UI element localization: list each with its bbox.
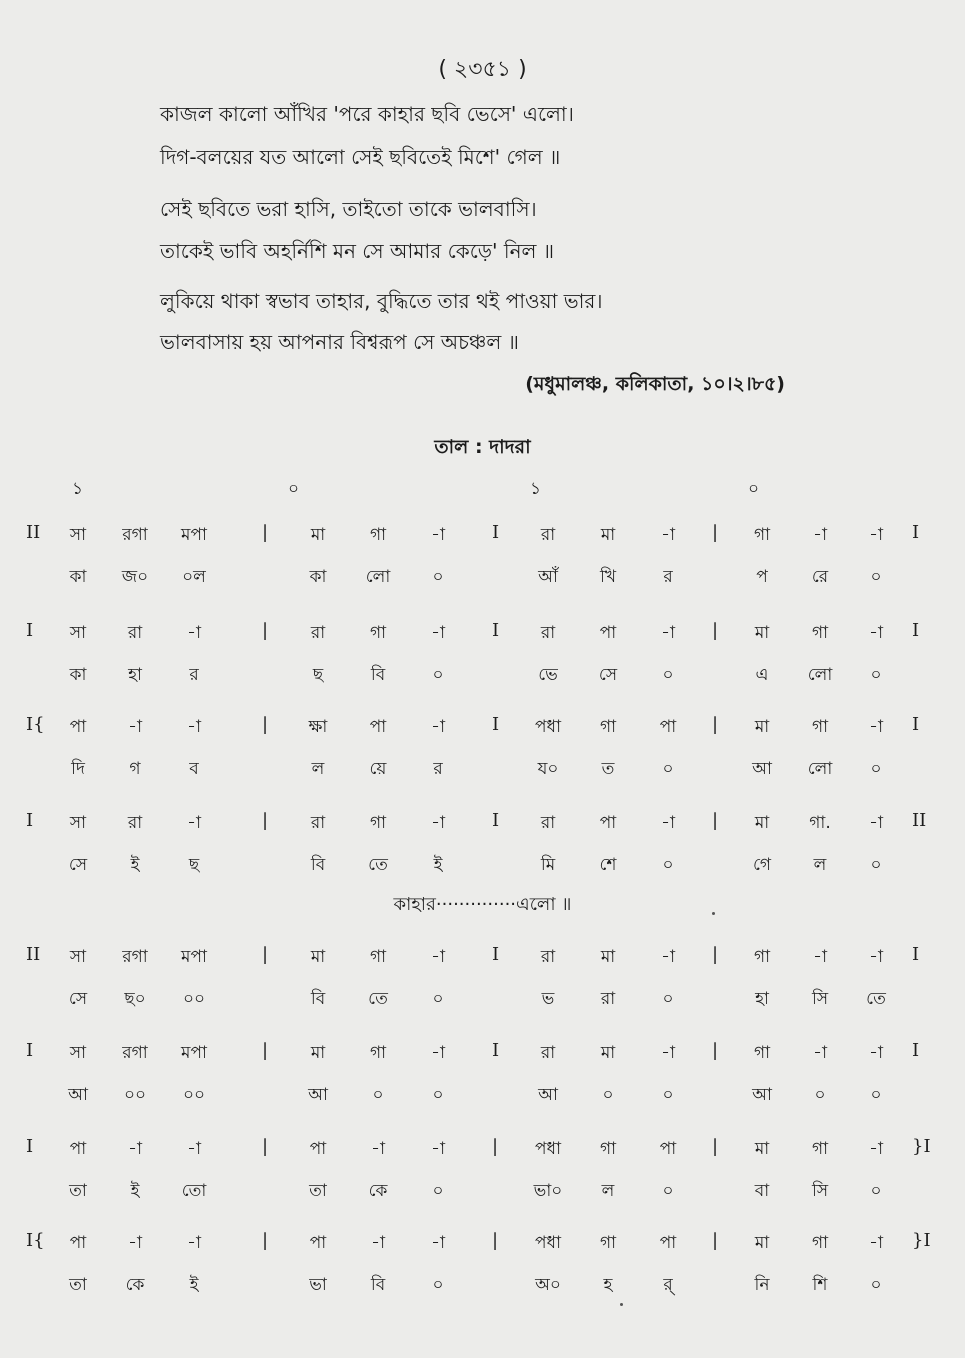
- lyric-syllable: নি: [754, 1275, 770, 1295]
- swara-note: সা: [69, 525, 87, 545]
- poem-line-2: দিগ-বলয়ের যত আলো সেই ছবিতেই মিশে' গেল ॥: [160, 145, 561, 169]
- left-barline: I: [26, 1136, 34, 1157]
- barline: |: [712, 810, 719, 831]
- swara-note: -া: [661, 947, 675, 967]
- lyric-syllable: সি: [811, 989, 829, 1009]
- lyric-syllable: আ: [752, 759, 772, 779]
- lyric-syllable: ০: [432, 1181, 444, 1201]
- lyric-syllable: প: [756, 567, 768, 587]
- lyric-syllable: লো: [365, 567, 391, 587]
- lyric-syllable: ছ: [312, 665, 324, 685]
- lyric-syllable: অ০: [535, 1275, 561, 1295]
- barline: |: [712, 1136, 719, 1157]
- lyric-syllable: ব: [189, 759, 199, 779]
- swara-note: গা: [753, 1043, 771, 1063]
- lyric-syllable: ০: [432, 567, 444, 587]
- lyric-syllable: তে: [368, 855, 388, 875]
- lyric-syllable: ভা০: [533, 1181, 563, 1201]
- swara-note: পা: [309, 1139, 327, 1159]
- lyric-syllable: কা: [69, 665, 87, 685]
- swara-note: পা: [599, 623, 617, 643]
- lyric-syllable: ই: [130, 1181, 140, 1201]
- swara-note: -া: [431, 1043, 445, 1063]
- swara-note: রা: [127, 813, 143, 833]
- lyric-syllable: ০: [432, 665, 444, 685]
- poem-line-6: ভালবাসায় হয় আপনার বিশ্বরূপ সে অচঞ্চল ॥: [160, 330, 519, 354]
- barline: I: [492, 810, 500, 831]
- lyric-syllable: গে: [752, 855, 772, 875]
- lyric-syllable: য়ে: [369, 759, 387, 779]
- lyric-syllable: তা: [69, 1181, 87, 1201]
- lyric-syllable: ছ০: [124, 989, 146, 1009]
- lyric-syllable: ০: [432, 1275, 444, 1295]
- lyric-syllable: য০: [537, 759, 559, 779]
- swara-note: -া: [431, 947, 445, 967]
- lyric-syllable: তে: [866, 989, 886, 1009]
- swara-note: মা: [600, 1043, 616, 1063]
- swara-note: মা: [600, 525, 616, 545]
- swara-note: -া: [431, 717, 445, 737]
- swara-note: -া: [869, 947, 883, 967]
- swara-note: -া: [869, 623, 883, 643]
- swara-note: -া: [869, 1139, 883, 1159]
- swara-note: গা: [369, 947, 387, 967]
- lyric-syllable: তা: [69, 1275, 87, 1295]
- lyric-syllable: ০: [662, 1181, 674, 1201]
- lyric-syllable: ০ল: [182, 567, 206, 587]
- lyric-syllable: ০: [870, 567, 882, 587]
- swara-note: মা: [310, 1043, 326, 1063]
- swara-note: -া: [371, 1139, 385, 1159]
- lyric-syllable: হা: [755, 989, 769, 1009]
- swara-note: -া: [431, 813, 445, 833]
- right-barline: }I: [912, 1136, 931, 1157]
- swara-note: -া: [869, 1233, 883, 1253]
- lyric-syllable: ০: [870, 855, 882, 875]
- lyric-syllable: ই: [189, 1275, 199, 1295]
- barline: |: [712, 1230, 719, 1251]
- lyric-syllable: ০: [662, 989, 674, 1009]
- swara-note: রা: [540, 813, 556, 833]
- swara-note: -া: [661, 1043, 675, 1063]
- speck: [620, 1303, 623, 1306]
- lyric-syllable: আ: [68, 1085, 88, 1105]
- swara-note: মা: [754, 623, 770, 643]
- lyric-syllable: আ: [538, 1085, 558, 1105]
- lyric-syllable: বি: [370, 665, 386, 685]
- swara-note: রগা: [122, 525, 148, 545]
- left-barline: II: [26, 944, 41, 965]
- right-barline: I: [912, 522, 920, 543]
- refrain-line: কাহার··············এলো ॥: [393, 894, 572, 915]
- lyric-syllable: সে: [68, 855, 88, 875]
- swara-note: গা: [369, 623, 387, 643]
- swara-note: -া: [431, 525, 445, 545]
- right-barline: I: [912, 620, 920, 641]
- lyric-syllable: আ: [308, 1085, 328, 1105]
- swara-note: রা: [540, 1043, 556, 1063]
- swara-note: -া: [869, 813, 883, 833]
- swara-note: -া: [187, 813, 201, 833]
- swara-note: গা: [811, 1139, 829, 1159]
- right-barline: I: [912, 944, 920, 965]
- swara-note: -া: [187, 623, 201, 643]
- swara-note: -া: [869, 525, 883, 545]
- swara-note: -া: [431, 623, 445, 643]
- swara-note: গা: [369, 525, 387, 545]
- swara-note: রগা: [122, 1043, 148, 1063]
- swara-note: -া: [187, 1139, 201, 1159]
- barline: |: [262, 810, 269, 831]
- swara-note: -া: [187, 1233, 201, 1253]
- lyric-syllable: ০০: [123, 1085, 147, 1105]
- swara-note: -া: [128, 1233, 142, 1253]
- lyric-syllable: দি: [71, 759, 85, 779]
- swara-note: মা: [754, 1233, 770, 1253]
- swara-note: ক্ষা: [308, 717, 328, 737]
- lyric-syllable: বা: [754, 1181, 770, 1201]
- lyric-syllable: খি: [599, 567, 617, 587]
- barline: |: [712, 714, 719, 735]
- barline: |: [712, 620, 719, 641]
- swara-note: পা: [659, 1139, 677, 1159]
- swara-note: গা: [369, 1043, 387, 1063]
- lyric-syllable: ই: [130, 855, 140, 875]
- swara-note: মা: [310, 525, 326, 545]
- lyric-syllable: শি: [812, 1275, 828, 1295]
- swara-note: রা: [540, 525, 556, 545]
- lyric-syllable: ০: [870, 1181, 882, 1201]
- swara-note: পা: [659, 1233, 677, 1253]
- beat-mark: ০: [288, 479, 300, 499]
- swara-note: গা: [811, 1233, 829, 1253]
- lyric-syllable: রা: [600, 989, 616, 1009]
- lyric-syllable: কে: [125, 1275, 145, 1295]
- barline: |: [712, 944, 719, 965]
- right-barline: I: [912, 714, 920, 735]
- swara-note: মা: [754, 813, 770, 833]
- swara-note: গা: [599, 1139, 617, 1159]
- swara-note: -া: [869, 717, 883, 737]
- swara-note: পা: [659, 717, 677, 737]
- swara-note: -া: [813, 947, 827, 967]
- barline: |: [262, 620, 269, 641]
- left-barline: I: [26, 1040, 34, 1061]
- swara-note: গা.: [809, 813, 831, 833]
- lyric-syllable: আঁ: [538, 567, 558, 587]
- lyric-syllable: ০০: [182, 1085, 206, 1105]
- swara-note: পা: [69, 1233, 87, 1253]
- beat-mark: ১: [530, 479, 542, 499]
- swara-note: সা: [69, 1043, 87, 1063]
- lyric-syllable: ০: [870, 1085, 882, 1105]
- swara-note: পা: [369, 717, 387, 737]
- barline: |: [262, 1230, 269, 1251]
- barline: |: [712, 522, 719, 543]
- lyric-syllable: ল: [601, 1181, 615, 1201]
- swara-note: রা: [540, 947, 556, 967]
- swara-note: মা: [310, 947, 326, 967]
- swara-note: -া: [431, 1233, 445, 1253]
- lyric-syllable: লো: [807, 759, 833, 779]
- swara-note: পধা: [535, 717, 561, 737]
- lyric-syllable: ভা: [309, 1275, 327, 1295]
- left-barline: I{: [26, 1230, 45, 1251]
- lyric-syllable: ০: [432, 989, 444, 1009]
- barline: |: [712, 1040, 719, 1061]
- left-barline: II: [26, 522, 41, 543]
- lyric-syllable: ০: [870, 759, 882, 779]
- swara-note: গা: [811, 717, 829, 737]
- swara-note: -া: [187, 717, 201, 737]
- lyric-syllable: ভ: [541, 989, 555, 1009]
- poem-line-4: তাকেই ভাবি অহর্নিশি মন সে আমার কেড়ে' নিল ॥: [160, 239, 555, 263]
- lyric-syllable: ০: [870, 1275, 882, 1295]
- lyric-syllable: রে: [811, 567, 829, 587]
- barline: |: [262, 522, 269, 543]
- lyric-syllable: লো: [807, 665, 833, 685]
- right-barline: }I: [912, 1230, 931, 1251]
- swara-note: রা: [310, 813, 326, 833]
- lyric-syllable: বি: [310, 855, 326, 875]
- lyric-syllable: হ: [603, 1275, 613, 1295]
- beat-mark: ১: [72, 479, 84, 499]
- barline: I: [492, 620, 500, 641]
- beat-mark: ০: [748, 479, 760, 499]
- lyric-syllable: ০০: [182, 989, 206, 1009]
- lyric-syllable: ০: [602, 1085, 614, 1105]
- lyric-syllable: সি: [811, 1181, 829, 1201]
- lyric-syllable: শে: [599, 855, 617, 875]
- swara-note: -া: [431, 1139, 445, 1159]
- swara-note: মা: [600, 947, 616, 967]
- barline: |: [262, 1040, 269, 1061]
- swara-note: সা: [69, 813, 87, 833]
- swara-note: -া: [813, 525, 827, 545]
- barline: I: [492, 1040, 500, 1061]
- swara-note: -া: [869, 1043, 883, 1063]
- swara-note: পা: [599, 813, 617, 833]
- poem-line-1: কাজল কালো আঁখির 'পরে কাহার ছবি ভেসে' এলো।: [160, 102, 574, 126]
- swara-note: মা: [754, 1139, 770, 1159]
- swara-note: গা: [753, 525, 771, 545]
- lyric-syllable: ০: [372, 1085, 384, 1105]
- swara-note: পধা: [535, 1233, 561, 1253]
- swara-note: -া: [813, 1043, 827, 1063]
- lyric-syllable: কা: [69, 567, 87, 587]
- swara-note: মা: [754, 717, 770, 737]
- lyric-syllable: ই: [433, 855, 443, 875]
- right-barline: II: [912, 810, 927, 831]
- swara-note: পা: [309, 1233, 327, 1253]
- lyric-syllable: র: [663, 567, 673, 587]
- lyric-syllable: ত: [601, 759, 615, 779]
- barline: |: [492, 1136, 499, 1157]
- lyric-syllable: জ০: [121, 567, 149, 587]
- lyric-syllable: র্: [663, 1275, 673, 1295]
- swara-note: সা: [69, 947, 87, 967]
- barline: I: [492, 714, 500, 735]
- swara-note: গা: [753, 947, 771, 967]
- left-barline: I{: [26, 714, 45, 735]
- lyric-syllable: ০: [870, 665, 882, 685]
- swara-note: -া: [128, 1139, 142, 1159]
- lyric-syllable: গ: [129, 759, 141, 779]
- lyric-syllable: মি: [540, 855, 556, 875]
- swara-note: রা: [127, 623, 143, 643]
- swara-note: -া: [661, 623, 675, 643]
- swara-note: -া: [661, 525, 675, 545]
- page-number: ( ২৩৫১ ): [438, 57, 527, 82]
- lyric-syllable: ছ: [188, 855, 200, 875]
- swara-note: পা: [69, 717, 87, 737]
- swara-note: পধা: [535, 1139, 561, 1159]
- barline: I: [492, 522, 500, 543]
- lyric-syllable: ল: [311, 759, 325, 779]
- lyric-syllable: বি: [370, 1275, 386, 1295]
- swara-note: -া: [128, 717, 142, 737]
- swara-note: মপা: [181, 1043, 207, 1063]
- lyric-syllable: সে: [598, 665, 618, 685]
- barline: |: [262, 1136, 269, 1157]
- poem-line-3: সেই ছবিতে ভরা হাসি, তাইতো তাকে ভালবাসি।: [160, 197, 537, 221]
- speck: [712, 912, 715, 915]
- barline: |: [492, 1230, 499, 1251]
- lyric-syllable: হা: [128, 665, 142, 685]
- lyric-syllable: তা: [309, 1181, 327, 1201]
- swara-note: গা: [599, 1233, 617, 1253]
- lyric-syllable: কা: [309, 567, 327, 587]
- lyric-syllable: তো: [181, 1181, 207, 1201]
- swara-note: পা: [69, 1139, 87, 1159]
- lyric-syllable: র: [189, 665, 199, 685]
- swara-note: রগা: [122, 947, 148, 967]
- lyric-syllable: ০: [662, 759, 674, 779]
- lyric-syllable: ভে: [538, 665, 558, 685]
- poem-line-5: লুকিয়ে থাকা স্বভাব তাহার, বুদ্ধিতে তার থই পাওয়া ভার।: [160, 289, 603, 313]
- lyric-syllable: আ: [752, 1085, 772, 1105]
- lyric-syllable: বি: [310, 989, 326, 1009]
- right-barline: I: [912, 1040, 920, 1061]
- lyric-syllable: র: [433, 759, 443, 779]
- swara-note: গা: [599, 717, 617, 737]
- lyric-syllable: সে: [68, 989, 88, 1009]
- tala-heading: তাল : দাদরা: [434, 436, 531, 458]
- lyric-syllable: ল: [813, 855, 827, 875]
- lyric-syllable: ০: [432, 1085, 444, 1105]
- lyric-syllable: কে: [368, 1181, 388, 1201]
- barline: |: [262, 944, 269, 965]
- swara-note: গা: [369, 813, 387, 833]
- source-citation: (মধুমালঞ্চ, কলিকাতা, ১০।২।৮৫): [525, 373, 785, 395]
- lyric-syllable: ০: [662, 855, 674, 875]
- barline: I: [492, 944, 500, 965]
- lyric-syllable: ০: [662, 665, 674, 685]
- left-barline: I: [26, 620, 34, 641]
- swara-note: রা: [540, 623, 556, 643]
- lyric-syllable: ০: [814, 1085, 826, 1105]
- lyric-syllable: ০: [662, 1085, 674, 1105]
- swara-note: -া: [661, 813, 675, 833]
- swara-note: মপা: [181, 525, 207, 545]
- swara-note: মপা: [181, 947, 207, 967]
- left-barline: I: [26, 810, 34, 831]
- lyric-syllable: তে: [368, 989, 388, 1009]
- swara-note: গা: [811, 623, 829, 643]
- swara-note: -া: [371, 1233, 385, 1253]
- lyric-syllable: এ: [755, 665, 769, 685]
- swara-note: সা: [69, 623, 87, 643]
- barline: |: [262, 714, 269, 735]
- swara-note: রা: [310, 623, 326, 643]
